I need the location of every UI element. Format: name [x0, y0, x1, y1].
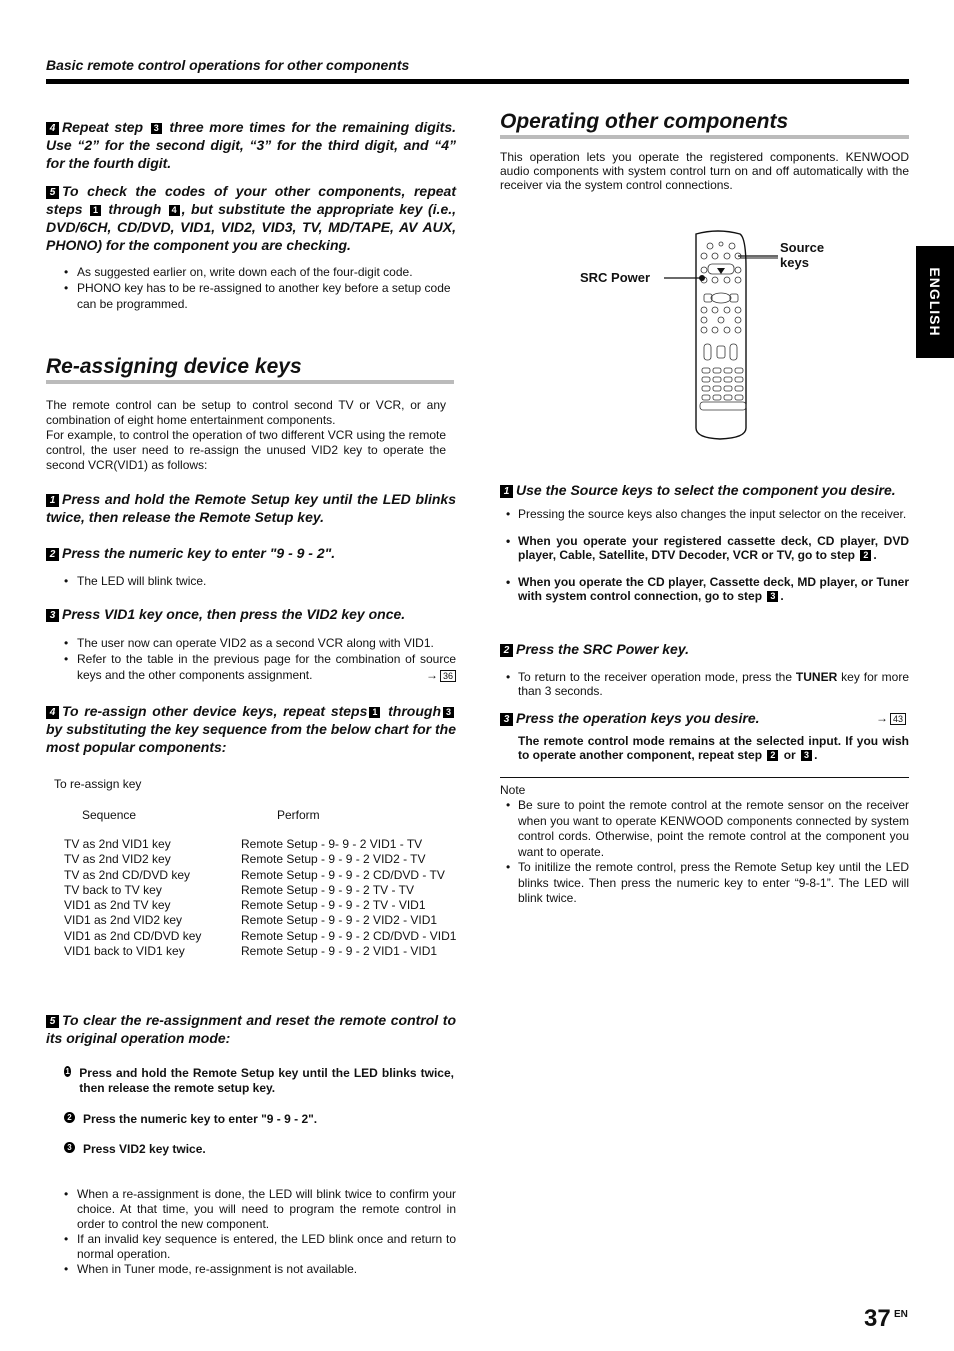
- notes-list: [500, 798, 909, 907]
- table-row: VID1 as 2nd CD/DVD key Remote Setup - 9 - 9 - 2 CD/DVD - VID1: [64, 928, 457, 943]
- list-item: • When you operate your registered cassette deck, CD player, DVD player, Cable, Satellite, DTV Decoder, VCR or TV, go to step 2 .: [500, 534, 909, 562]
- operate-step-1-bullets: [500, 507, 909, 603]
- sub-step-3: 3 Press VID2 key twice.: [64, 1142, 454, 1157]
- table-row: VID1 as 2nd VID2 key Remote Setup - 9 - 9 - 2 VID2 - VID1: [64, 913, 438, 928]
- list-item: • PHONO key has to be re-assigned to another key before a setup code can be programmed.: [46, 280, 456, 312]
- step-number: 4: [46, 122, 59, 135]
- note-divider: [500, 777, 909, 778]
- table-row: VID1 back to VID1 key Remote Setup - 9 - 9 - 2 VID1 - VID1: [64, 944, 438, 959]
- page-ref-icon: → 43: [876, 709, 906, 727]
- sub-step-number: 2: [64, 1112, 75, 1123]
- page-lang-code: EN: [894, 1309, 908, 1320]
- page-number: 37: [864, 1305, 891, 1332]
- reassign-step-3-bullets: [46, 635, 456, 683]
- reassign-step-3: 3 Press VID1 key once, then press the VID2 key once.: [46, 605, 456, 623]
- sub-step-2: 2 Press the numeric key to enter "9 - 9 - 2".: [64, 1112, 454, 1127]
- step-5-check-codes: 5 To check the codes of your other components, repeat steps 1 through 4 , but substitute the appropriate key (i.e., DVD/6CH, CD/DVD, VID1, VID2, VID3, TV, MD/TAPE, AV AUX, PHONO) for the component you are checking.: [46, 183, 457, 253]
- list-item: • When a re-assignment is done, the LED will blink twice to confirm your choice. At that time, you will need to program the remote control in order to control the new component.: [46, 1187, 456, 1232]
- table-row: TV as 2nd VID2 key Remote Setup - 9 - 9 - 2 VID2 - TV: [64, 852, 426, 867]
- step-4-repeat: 4 Repeat step 3 three more times for the remaining digits. Use “2” for the second digit, “3” for the third digit, and “4” for the fourth digit.: [46, 119, 457, 171]
- running-header: Basic remote control operations for other components: [46, 57, 410, 73]
- table-header-perform: Perform: [277, 808, 320, 822]
- list-item: • The LED will blink twice.: [46, 573, 456, 589]
- operate-step-2-bullet: [500, 670, 909, 698]
- operate-step-3: 3 Press the operation keys you desire. → 43: [500, 709, 910, 727]
- reassign-step-1: 1 Press and hold the Remote Setup key until the LED blinks twice, then release the Remote Setup key.: [46, 491, 456, 525]
- section-title-operating: Operating other components: [500, 110, 789, 133]
- operate-step-3-note: The remote control mode remains at the selected input. If you wish to operate another component, repeat step 2 or 3 .: [518, 734, 909, 762]
- label-src-power: SRC Power: [580, 270, 651, 285]
- reassign-step-4: 4 To re-assign other device keys, repeat steps 1 through 3 by substituting the key sequence from the below chart for the most popular components:: [46, 703, 456, 755]
- reassign-intro: The remote control can be setup to control second TV or VCR, or any combination of eight home entertainment components. For example, to control the operation of two different VCR using the remote control, the user need to re-assign the unused VID2 key to operate the second VCR(VID1) as follows:: [46, 398, 446, 472]
- list-item: • To return to the receiver operation mode, press the TUNER key for more than 3 seconds.: [500, 670, 909, 698]
- list-item: • Pressing the source keys also changes the input selector on the receiver.: [500, 507, 909, 521]
- list-item: • To initilize the remote control, press the Remote Setup key until the LED blinks twice. Then press the numeric key to enter “9-8-1”. The LED will blink twice.: [500, 860, 909, 907]
- table-row: TV back to TV key Remote Setup - 9 - 9 - 2 TV - TV: [64, 882, 414, 897]
- list-item: • When you operate the CD player, Cassette deck, MD player, or Tuner with system control connection, go to step 3 .: [500, 575, 909, 603]
- final-bullets: [46, 1187, 456, 1277]
- list-item: • If an invalid key sequence is entered, the LED blink once and return to normal operation.: [46, 1232, 456, 1262]
- section-rule: [500, 135, 909, 139]
- table-row: TV as 2nd CD/DVD key Remote Setup - 9 - 9 - 2 CD/DVD - TV: [64, 867, 445, 882]
- list-item: • As suggested earlier on, write down each of the four-digit code.: [46, 264, 456, 280]
- section-rule: [46, 380, 454, 384]
- note-title: Note: [500, 783, 526, 797]
- table-header-sequence: Sequence: [82, 808, 137, 822]
- header-rule: [46, 79, 909, 84]
- sub-step-1: 1 Press and hold the Remote Setup key until the LED blinks twice, then release the remote setup key.: [65, 1066, 454, 1095]
- table-caption: To re-assign key: [54, 777, 142, 791]
- page-ref-icon: → 36: [426, 667, 456, 683]
- reassign-step-2-bullet: [46, 573, 456, 589]
- bullet-list-codes: [46, 264, 456, 312]
- list-item: • Refer to the table in the previous page for the combination of source keys and the other components assignment. → 36: [46, 651, 456, 683]
- reassign-step-2: 2 Press the numeric key to enter "9 - 9 - 2".: [46, 544, 456, 562]
- table-row: TV as 2nd VID1 key Remote Setup - 9- 9 - 2 VID1 - TV: [64, 837, 423, 851]
- label-source-keys: Source keys: [780, 240, 825, 270]
- step-number: 5: [46, 186, 59, 199]
- section-title-reassign: Re-assigning device keys: [46, 355, 302, 378]
- operate-step-2: 2 Press the SRC Power key.: [500, 640, 910, 658]
- table-header: [82, 808, 320, 823]
- list-item: • The user now can operate VID2 as a second VCR along with VID1.: [46, 635, 456, 651]
- operate-step-1: 1 Use the Source keys to select the component you desire.: [500, 481, 910, 499]
- sub-step-number: 1: [65, 1067, 70, 1076]
- reassign-step-5: 5 To clear the re-assignment and reset the remote control to its original operation mode:: [46, 1012, 456, 1046]
- language-tab-label: ENGLISH: [927, 267, 943, 337]
- sub-step-number: 3: [64, 1142, 75, 1153]
- operating-intro: This operation lets you operate the registered components. KENWOOD audio components with system control turn on and off automatically with the receiver via the system control connections.: [500, 150, 909, 192]
- table-row: VID1 as 2nd TV key Remote Setup - 9 - 9 - 2 TV - VID1: [64, 898, 426, 913]
- list-item: • When in Tuner mode, re-assignment is not available.: [46, 1262, 456, 1277]
- reassign-table: [64, 837, 456, 959]
- list-item: • Be sure to point the remote control at the remote sensor on the receiver when you want to operate KENWOOD components connected by system control cords. Otherwise, point the remote control at the component you want to operate.: [500, 798, 909, 860]
- language-tab: [916, 246, 954, 358]
